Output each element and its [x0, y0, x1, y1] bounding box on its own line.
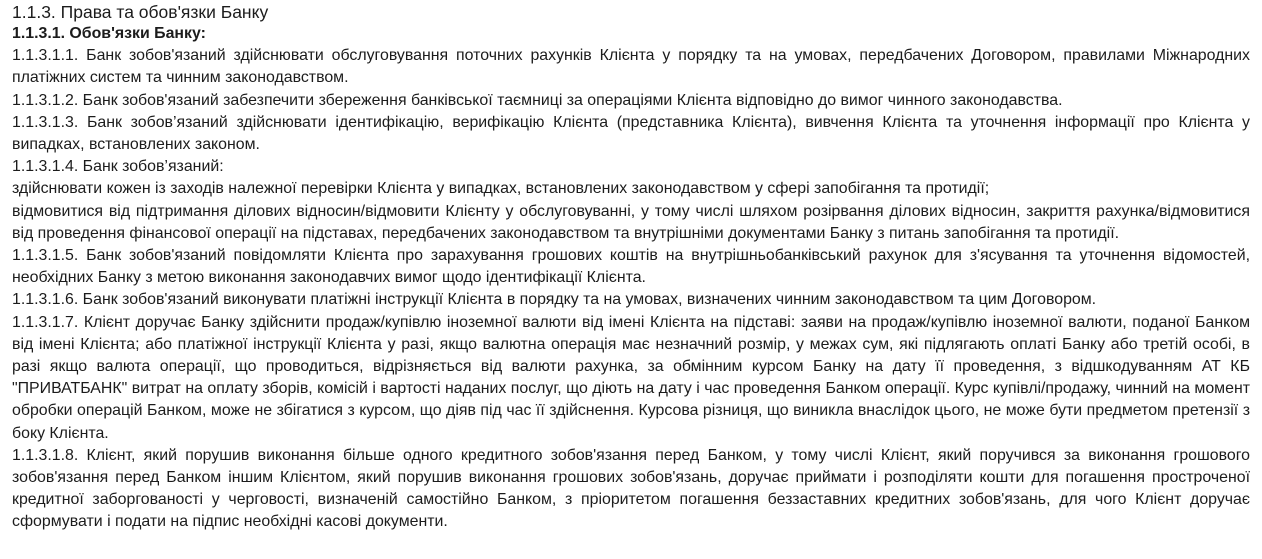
- section-subtitle: 1.1.3.1. Обов'язки Банку:: [12, 25, 206, 42]
- paragraph-1-1-3-1-2: 1.1.3.1.2. Банк зобов'язаний забезпечити збереження банківської таємниці за операціями Клієнта відповідно до вимог чинного законодавства.: [12, 91, 1063, 109]
- paragraph-1-1-3-1-7: 1.1.3.1.7. Клієнт доручає Банку здійснити продаж/купівлю іноземної валюти від імені Клієнта на підставі: заяви на продаж/купівлю іноземної валюти, поданої Банком від імені Клієнта; або платіжної інструкції Клієнта у разі, якщо валютна операція має незначний розмір, у межах сум, які підлягають оплаті Банку або третій особі, в разі якщо валюта операції, що проводиться, відрізняється від валюти рахунка, за обмінним курсом Банку на дату її проведення, з відшкодуванням АТ КБ "ПРИВАТБАНК" витрат на оплату зборів, комісій і вартості наданих послуг, що діють на дату і час проведення Банком операції. Курс купівлі/продажу, чинний на момент обробки операцій Банком, може не збігатися з курсом, що діяв під час її здійснення. Курсова різниця, що виникла внаслідок цього, не може бути предметом претензії з боку Клієнта.: [12, 313, 1250, 442]
- paragraph-1-1-3-1-3: 1.1.3.1.3. Банк зобов’язаний здійснювати ідентифікацію, верифікацію Клієнта (представника Клієнта), вивчення Клієнта та уточнення інформації про Клієнта у випадках, встановлених законом.: [12, 113, 1250, 154]
- list-item-refusal: відмовитися від підтримання ділових відносин/відмовити Клієнту у обслуговуванні, у тому числі шляхом розірвання ділових відносин, закриття рахунка/відмовитися від проведення фінансової операції на підставах, передбачених законодавством та внутрішніми документами Банку з питань запобігання та протидії.: [12, 202, 1250, 242]
- paragraph-1-1-3-1-8: 1.1.3.1.8. Клієнт, який порушив виконання більше одного кредитного зобов'язання перед Банком, у тому числі Клієнт, який поручився за виконання грошового зобов'язання перед Банком іншим Клієнтом, який порушив виконання грошових зобов'язань, доручає приймати і розподіляти кошти для погашення простроченої кредитної заборгованості у черговості, визначеній самостійно Банком, з пріоритетом погашення беззаставних кредитних зобов'язань, для чого Клієнт доручає сформувати і подати на підпис необхідні касові документи.: [12, 446, 1250, 531]
- paragraph-1-1-3-1-4: 1.1.3.1.4. Банк зобов’язаний:: [12, 158, 224, 176]
- paragraph-1-1-3-1-6: 1.1.3.1.6. Банк зобов'язаний виконувати платіжні інструкції Клієнта в порядку та на умовах, визначених чинним законодавством та цим Договором.: [12, 291, 1097, 309]
- paragraph-1-1-3-1-5: 1.1.3.1.5. Банк зобов'язаний повідомляти Клієнта про зарахування грошових коштів на внутрішньобанківський рахунок для з'ясування та уточнення відомостей, необхідних Банку з метою виконання законодавчих вимог щодо ідентифікації Клієнта.: [12, 247, 1250, 287]
- paragraph-1-1-3-1-1: 1.1.3.1.1. Банк зобов'язаний здійснювати обслуговування поточних рахунків Клієнта у порядку та на умовах, передбачених Договором, правилами Міжнародних платіжних систем та чинним законодавством.: [12, 47, 1250, 87]
- section-title: 1.1.3. Права та обов'язки Банку: [12, 2, 269, 22]
- list-item-due-diligence: здійснювати кожен із заходів належної перевірки Клієнта у випадках, встановлених законодавством у сфері запобігання та протидії;: [12, 180, 990, 198]
